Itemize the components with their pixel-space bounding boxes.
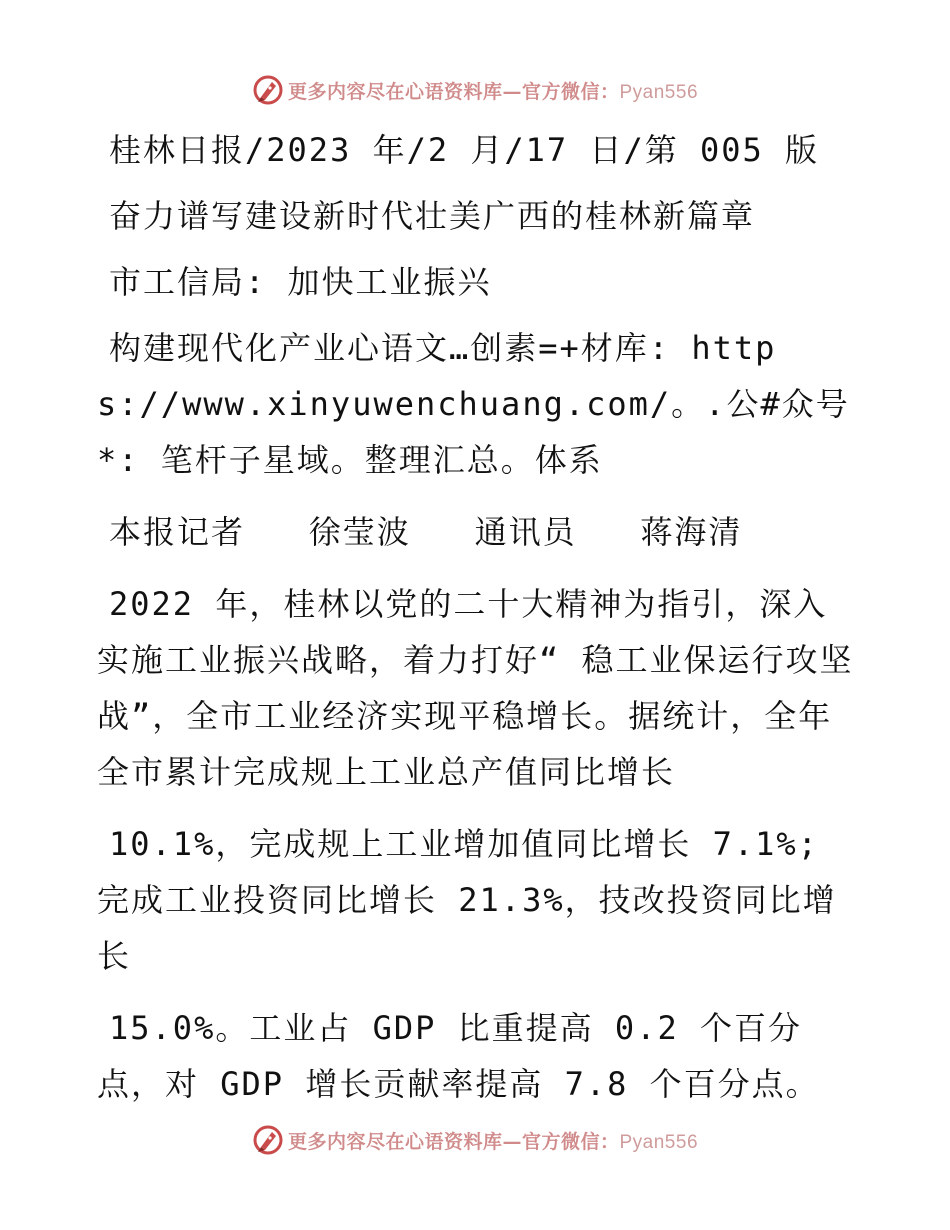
watermark-text: 更多内容尽在心语资料库—官方微信：Pyan556 — [287, 80, 699, 103]
subheadline: 市工信局: 加快工业振兴 — [109, 263, 492, 301]
byline: 本报记者 徐莹波 通讯员 蒋海清 — [109, 513, 743, 551]
paragraph-3: 15.0%。工业占 GDP 比重提高 0.2 个百分点，对 GDP 增长贡献率提高 7.8 个百分点。 — [97, 1009, 820, 1103]
pen-nib-logo-icon — [252, 74, 284, 106]
watermark-banner-top — [0, 70, 950, 110]
title-line: 构建现代化产业心语文…创素=+材库: https://www.xinyuwenchuang.com/。.公#众号*: 笔杆子星域。整理汇总。体系 — [97, 329, 850, 479]
paragraph-1: 2022 年，桂林以党的二十大精神为指引，深入实施工业振兴战略，着力打好“ 稳工业保运行攻坚战”，全市工业经济实现平稳增长。据统计，全年全市累计完成规上工业总产值同比增长 — [97, 585, 854, 791]
headline: 奋力谱写建设新时代壮美广西的桂林新篇章 — [109, 197, 756, 235]
watermark-banner-bottom — [0, 1120, 950, 1160]
dateline: 桂林日报/2023 年/2 月/17 日/第 005 版 — [109, 131, 820, 169]
watermark-text: 更多内容尽在心语资料库—官方微信：Pyan556 — [287, 1130, 699, 1153]
pen-nib-logo-icon — [252, 1124, 284, 1156]
article-body — [97, 122, 857, 1128]
paragraph-2: 10.1%，完成规上工业增加值同比增长 7.1%; 完成工业投资同比增长 21.3%，技改投资同比增长 — [97, 825, 841, 975]
